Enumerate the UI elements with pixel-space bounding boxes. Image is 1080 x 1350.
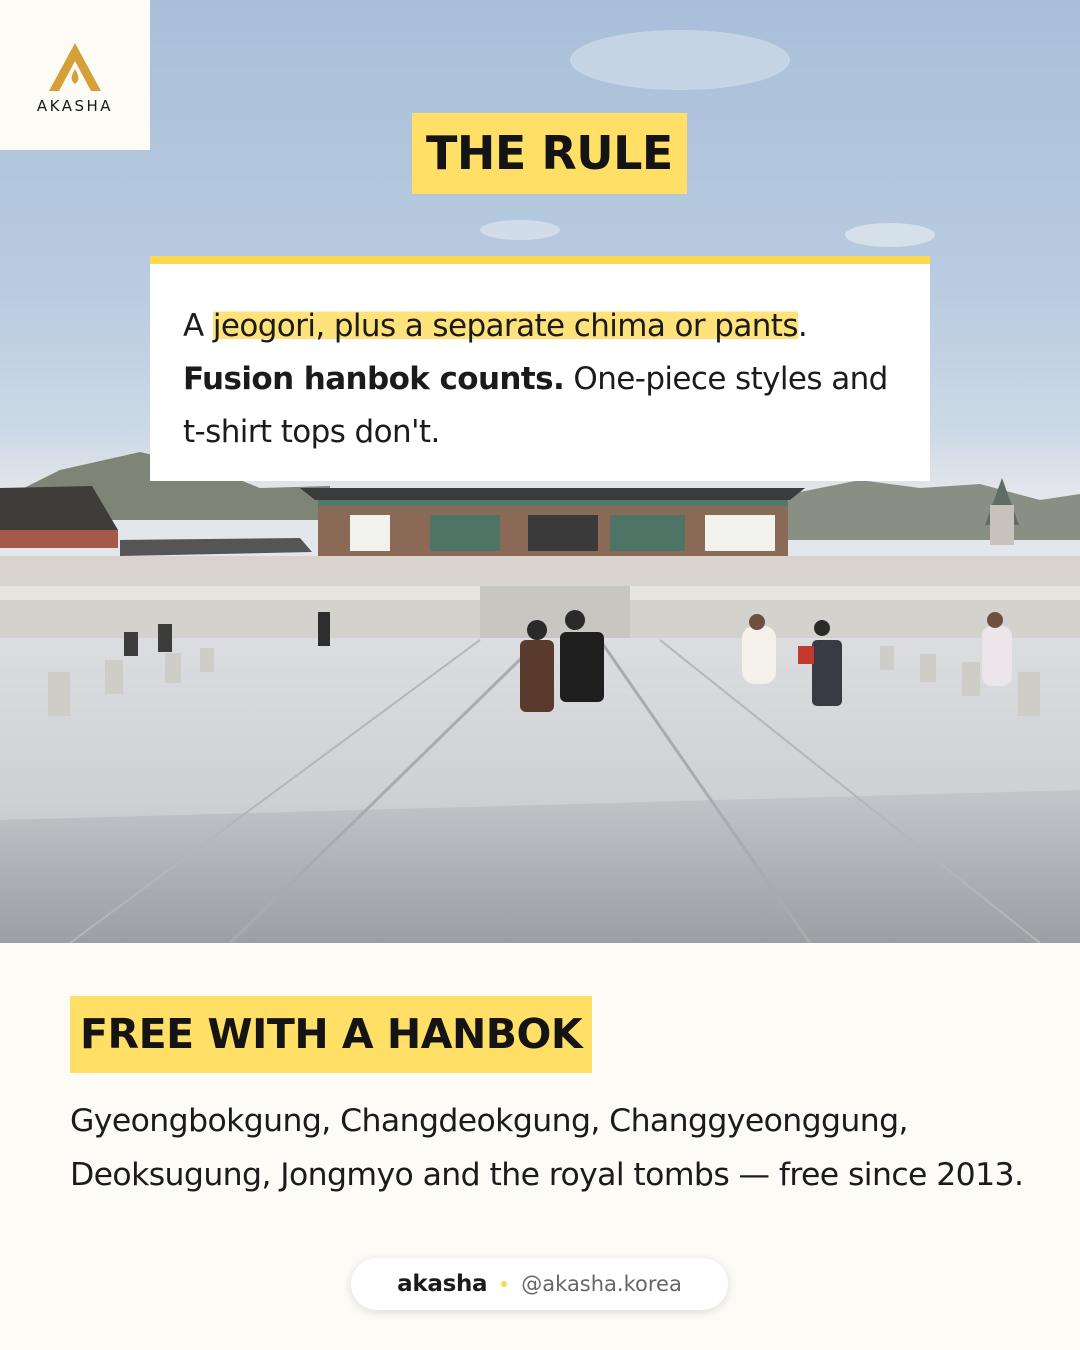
free-heading: FREE WITH A HANBOK (70, 996, 592, 1073)
rule-card (150, 256, 930, 481)
footer-handle[interactable]: @akasha.korea (521, 1272, 682, 1296)
rule-prefix: A (183, 308, 213, 344)
logo-wordmark: AKASHA (36, 97, 114, 115)
rule-rest: One-piece styles and t-shirt tops don't. (183, 361, 888, 450)
rule-text (183, 300, 900, 459)
akasha-logo-icon (47, 41, 103, 93)
free-text: Gyeongbokgung, Changdeokgung, Changgyeonggung, Deoksugung, Jongmyo and the royal tombs — free since 2013. (70, 1103, 1024, 1193)
footer-pill[interactable] (351, 1258, 728, 1310)
rule-highlight: jeogori, plus a separate chima or pants (212, 308, 798, 344)
separator-dot-icon (501, 1281, 507, 1287)
rule-bold: Fusion hanbok counts. (183, 361, 565, 397)
brand-logo (0, 0, 150, 150)
footer-brand: akasha (397, 1271, 488, 1297)
rule-heading: THE RULE (412, 113, 687, 194)
rule-period: . (797, 308, 808, 344)
